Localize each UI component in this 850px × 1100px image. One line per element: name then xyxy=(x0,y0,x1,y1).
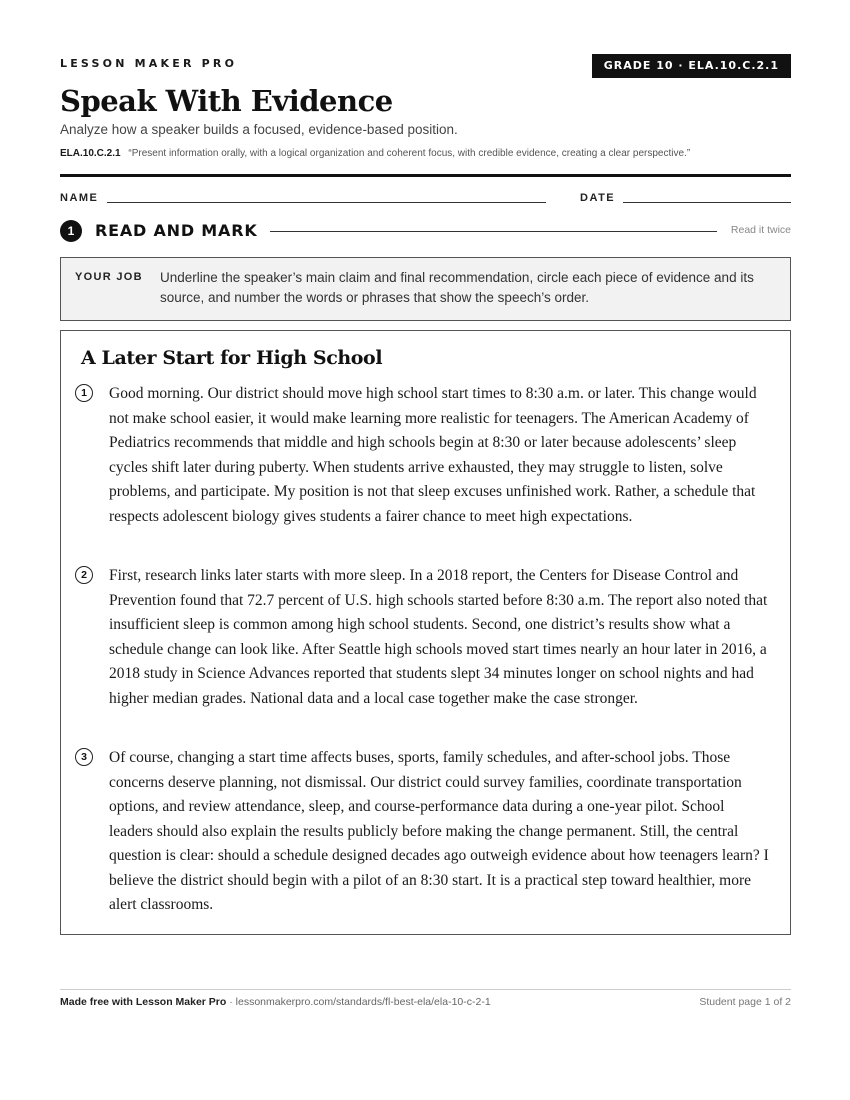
grade-badge: GRADE 10 · ELA.10.C.2.1 xyxy=(592,54,791,78)
step-number-badge: 1 xyxy=(60,220,82,242)
footer-made-with: Made free with Lesson Maker Pro xyxy=(60,996,227,1008)
standard-text: “Present information orally, with a logical organization and coherent focus, with credible evidence, creating a clear perspective.” xyxy=(128,148,691,159)
standard-line xyxy=(60,148,690,159)
standard-code: ELA.10.C.2.1 xyxy=(60,148,121,159)
name-field[interactable] xyxy=(107,202,546,203)
reading-passage xyxy=(60,330,791,935)
date-field[interactable] xyxy=(623,202,791,203)
page-title: Speak With Evidence xyxy=(60,84,393,118)
name-date-row xyxy=(60,190,791,206)
section-title: READ AND MARK xyxy=(95,221,258,240)
footer-credit xyxy=(60,996,491,1008)
paragraph-number: 2 xyxy=(75,566,93,584)
name-label: NAME xyxy=(60,192,99,204)
section-divider xyxy=(270,231,717,232)
passage-title: A Later Start for High School xyxy=(81,347,383,369)
paragraph-number: 1 xyxy=(75,384,93,402)
section-hint: Read it twice xyxy=(730,224,791,236)
date-label: DATE xyxy=(580,192,616,204)
page-indicator: Student page 1 of 2 xyxy=(699,996,791,1008)
your-job-box xyxy=(60,257,791,321)
your-job-label: YOUR JOB xyxy=(75,271,143,283)
your-job-instructions: Underline the speaker’s main claim and final recommendation, circle each piece of evidence and its source, and number the words or phrases that show the speech’s order. xyxy=(160,270,754,305)
section-header xyxy=(60,220,791,244)
paragraph-number: 3 xyxy=(75,748,93,766)
footer-divider xyxy=(60,989,791,990)
header-divider xyxy=(60,174,791,177)
footer-url[interactable]: · lessonmakerpro.com/standards/fl-best-ela/ela-10-c-2-1 xyxy=(226,996,491,1008)
paragraph-text: Good morning. Our district should move high school start times to 8:30 a.m. or later. This change would not make school easier, it would make learning more realistic for teenagers. The American Academy of Pediatrics recommends that middle and high schools begin at 8:30 or later because adolescents’ sleep cycles shift later during puberty. When students arrive exhausted, they may struggle to listen, solve problems, and participate. My position is not that sleep excuses unfinished work. Rather, a schedule that respects adolescent biology gives students a fairer chance to meet high expectations. xyxy=(109,385,757,525)
page-subtitle: Analyze how a speaker builds a focused, evidence-based position. xyxy=(60,122,458,137)
paragraph-text: First, research links later starts with more sleep. In a 2018 report, the Centers for Disease Control and Prevention found that 72.7 percent of U.S. high schools started before 8:30 a.m. The report also noted that insufficient sleep is common among high school students. Second, one district’s results show what a schedule change can look like. After Seattle high schools moved start times nearly an hour later in 2016, a 2018 study in Science Advances reported that students slept 34 minutes longer on school nights and had higher median grades. National data and a local case together make the case stronger. xyxy=(109,567,768,707)
brand-name: LESSON MAKER PRO xyxy=(60,57,238,70)
paragraph-text: Of course, changing a start time affects buses, sports, family schedules, and after-school jobs. Those concerns deserve planning, not dismissal. Our district could survey families, coordinate transportation options, and review attendance, sleep, and course-performance data during a one-year pilot. School leaders should also explain the results publicly before making the change permanent. Still, the central question is clear: should a schedule designed decades ago outweigh evidence about how teenagers learn? I believe the district should begin with a pilot of an 8:30 start. It is a practical step toward healthier, more alert classrooms. xyxy=(109,749,769,913)
